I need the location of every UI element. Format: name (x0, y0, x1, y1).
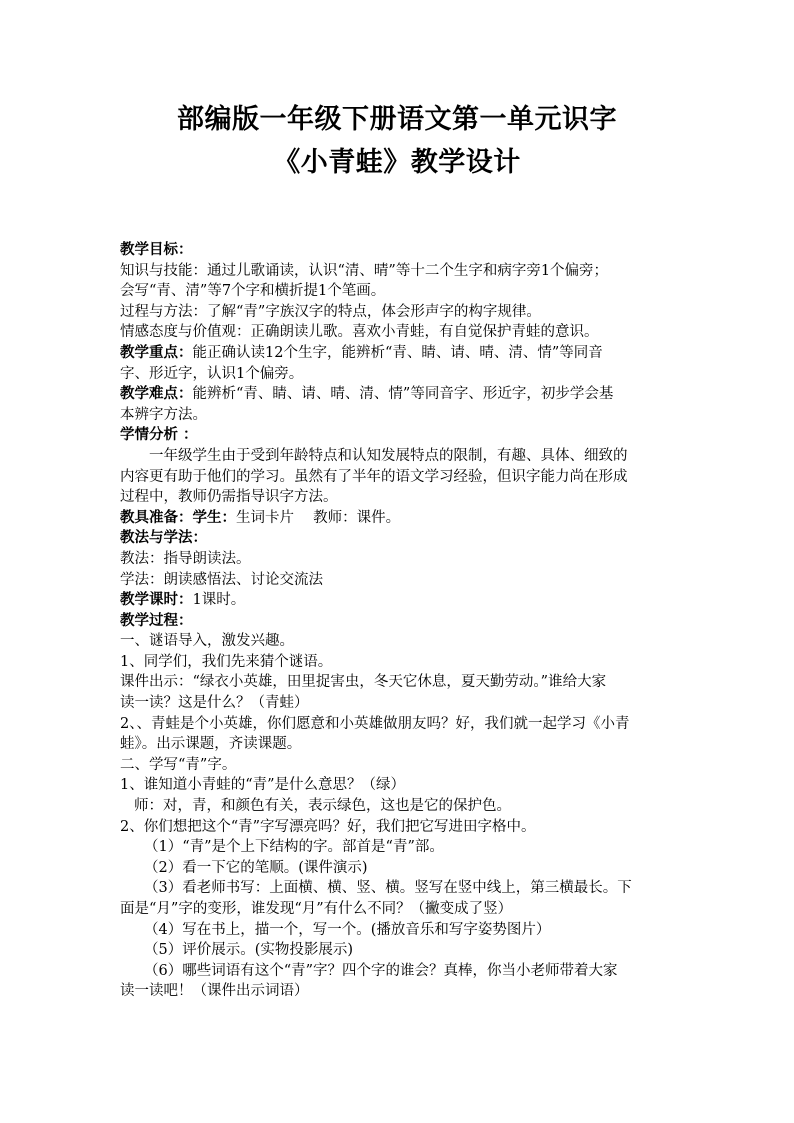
process-line: 2、、青蛙是个小英雄，你们愿意和小英雄做朋友吗？好，我们就一起学习《小青 (120, 715, 630, 732)
teaching-aids-text: 生词卡片 教师：课件。 (236, 509, 401, 526)
process-line: 读一读吧！（课件出示词语） (120, 983, 309, 1000)
process-line: 课件出示：“绿衣小英雄，田里捉害虫，冬天它休息，夏天勤劳动。”谁给大家 (120, 674, 607, 691)
teaching-aids (120, 508, 680, 529)
student-analysis-line3: 过程中，教师仍需指导识字方法。 (120, 489, 338, 506)
process-line: 读一读？这是什么？（青蛙） (120, 695, 309, 712)
process-line: 2、你们想把这个“青”字写漂亮吗？好，我们把它写进田字格中。 (120, 818, 536, 835)
difficult-points-label: 教学难点： (120, 386, 193, 403)
goal-knowledge-line1: 知识与技能：通过儿歌诵读，认识“清、晴”等十二个生字和病字旁1个偏旁； (120, 262, 609, 279)
document-title-line2: 《小青蛙》教学设计 (273, 147, 521, 178)
key-points-text: 能正确认读12个生字，能辨析“青、睛、请、晴、清、情”等同音 (192, 344, 603, 361)
class-hours (120, 590, 680, 611)
document-title-line1: 部编版一年级下册语文第一单元识字 (177, 104, 617, 135)
goal-knowledge-line2: 会写“青、清”等7个字和横折提1个笔画。 (120, 283, 386, 300)
process-line: （6）哪些词语有这个“青”字？四个字的谁会？真棒，你当小老师带着大家 (144, 962, 618, 979)
class-hours-label: 教学课时： (120, 592, 193, 609)
learning-method: 学法：朗读感悟法、讨论交流法 (120, 571, 323, 588)
teaching-goals-heading: 教学目标： (120, 242, 193, 258)
process-line: 1、同学们，我们先来猜个谜语。 (120, 653, 333, 670)
process-line: （4）写在书上，描一个，写一个。(播放音乐和写字姿势图片） (144, 921, 551, 938)
goal-emotion: 情感态度与价值观：正确朗读儿歌。喜欢小青蛙，有自觉保护青蛙的意识。 (120, 324, 599, 341)
student-analysis-line2: 内容更有助于他们的学习。虽然有了半年的语文学习经验，但识字能力尚在形成 (120, 468, 628, 485)
difficult-points-text: 能辨析“青、睛、请、晴、清、情”等同音字、形近字，初步学会基 (192, 386, 614, 403)
difficult-points-line2: 本辨字方法。 (120, 406, 207, 423)
student-analysis-heading: 学情分析 ： (120, 427, 198, 444)
process-line: （5）评价展示。(实物投影展示) (144, 942, 354, 959)
process-line: （3）看老师书写：上面横、横、竖、横。竖写在竖中线上，第三横最长。下 (144, 880, 632, 897)
process-line: 一、谜语导入，激发兴趣。 (120, 633, 294, 650)
process-line: （1）“青”是个上下结构的字。部首是“青”部。 (144, 839, 444, 856)
process-line: 师：对，青，和颜色有关，表示绿色，这也是它的保护色。 (134, 798, 511, 815)
process-line: 面是“月”字的变形，谁发现“月”有什么不同？（撇变成了竖） (120, 901, 513, 917)
goal-process: 过程与方法：了解“青”字族汉字的特点，体会形声字的构字规律。 (120, 303, 541, 320)
process-line: 二、学写“青”字。 (120, 756, 237, 773)
teaching-process-heading: 教学过程： (120, 612, 193, 629)
methods-heading: 教法与学法： (120, 530, 207, 547)
process-line: 蛙》。出示课题，齐读课题。 (120, 736, 302, 753)
key-points-label: 教学重点： (120, 344, 193, 361)
document-body (120, 240, 680, 1002)
key-points-line2: 字、形近字，认识1个偏旁。 (120, 365, 304, 382)
student-analysis-line1: 一年级学生由于受到年龄特点和认知发展特点的限制，有趣、具体、细致的 (149, 447, 628, 464)
process-line: 1、谁知道小青蛙的“青”是什么意思？（绿） (120, 777, 406, 794)
difficult-points-line1 (120, 384, 680, 405)
teaching-method: 教法：指导朗读法。 (120, 550, 251, 567)
class-hours-text: 1课时。 (192, 592, 246, 609)
teaching-aids-label: 教具准备：学生： (120, 509, 236, 526)
process-line: （2）看一下它的笔顺。(课件演示) (144, 859, 368, 876)
key-points-line1 (120, 343, 680, 364)
